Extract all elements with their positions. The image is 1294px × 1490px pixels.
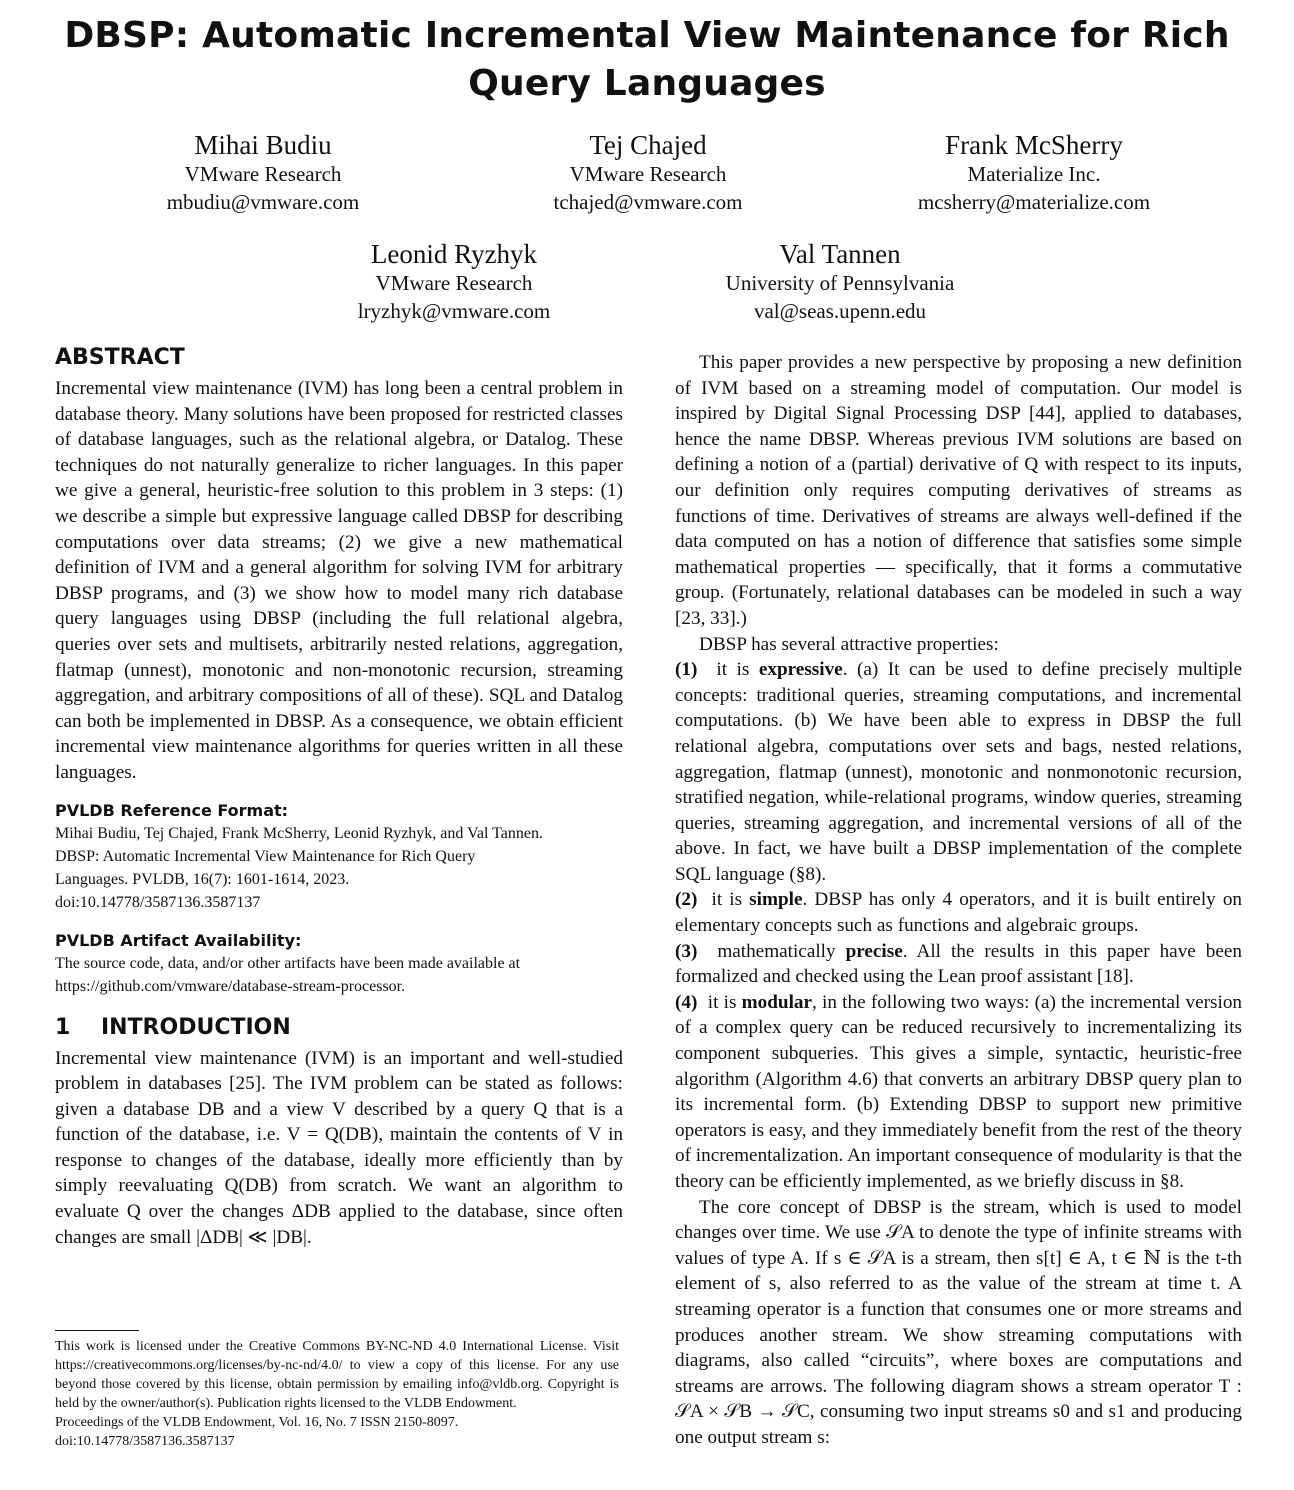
item-number: (3): [675, 940, 698, 962]
item-text: . All the results in this paper have been formalized and checked using the Lean proof assistant [18].: [675, 940, 1242, 988]
intro-paragraph: Incremental view maintenance (IVM) is an important and well-studied problem in databases [25]. The IVM problem can be stated as follows: given a database DB and a view V described by a query Q that is a function of the database, i.e. V = Q(DB), maintain the contents of V in response to changes of the database, ideally more efficiently than by simply reevaluating Q(DB) from scratch. We want an algorithm to evaluate Q over the changes ΔDB applied to the database, since often changes are small |ΔDB| ≪ |DB|.: [55, 1047, 623, 1248]
item-prefix: it is: [711, 889, 750, 911]
item-number: (4): [675, 991, 698, 1013]
reference-line: Mihai Budiu, Tej Chajed, Frank McSherry, Leonid Ryzhyk, and Val Tannen.: [55, 824, 544, 842]
item-prefix: it is: [716, 659, 759, 681]
author-email[interactable]: mbudiu@vmware.com: [166, 190, 360, 214]
author-email[interactable]: lryzhyk@vmware.com: [357, 299, 551, 323]
reference-line: Languages. PVLDB, 16(7): 1601-1614, 2023.: [55, 870, 350, 888]
item-text: , in the following two ways: (a) the incremental version of a complex query can be reduced recursively to incrementalizing its component subqueries. This gives a simple, syntactic, heuristic-free algorithm (Algorithm 4.6) that converts an arbitrary DBSP query plan to its incremental form. (b) Extending DBSP to support new primitive operators is easy, and they immediately benefit from the rest of the theory of incrementalization. An important consequence of modularity is that the theory can be efficiently implemented, as we briefly discuss in §8.: [675, 991, 1243, 1192]
property-item: [675, 990, 1242, 1195]
intro-heading: 1 INTRODUCTION: [55, 1014, 291, 1040]
author-email[interactable]: mcsherry@materialize.com: [917, 190, 1151, 214]
author-affiliation: VMware Research: [375, 271, 533, 295]
author-email[interactable]: val@seas.upenn.edu: [753, 299, 927, 323]
reference-format-heading: PVLDB Reference Format:: [55, 800, 289, 820]
license-footnote: [55, 1330, 619, 1451]
author-affiliation: VMware Research: [184, 162, 342, 186]
item-number: (2): [675, 889, 698, 911]
license-text: This work is licensed under the Creative Commons BY-NC-ND 4.0 International License. Visit https://creativecommons.org/licenses/by-nc-nd/4.0/ to view a copy of this license. For any use beyond those covered by this license, obtain permission by emailing info@vldb.org. Copyright is held by the owner/author(s). Publication rights licensed to the VLDB Endowment.: [55, 1339, 619, 1411]
author-chajed: [448, 130, 848, 216]
author-name: Mihai Budiu: [194, 130, 332, 160]
artifact-text: [55, 952, 623, 998]
footnote-doi[interactable]: doi:10.14778/3587136.3587137: [55, 1434, 235, 1449]
right-column: [675, 350, 1242, 1451]
author-mcsherry: [834, 130, 1234, 216]
reference-format: [55, 822, 623, 914]
item-number: (1): [675, 659, 698, 681]
abstract-text: Incremental view maintenance (IVM) has long been a central problem in database theory. Many solutions have been proposed for restricted classes of database languages, such as the relational algebra, or Datalog. These techniques do not naturally generalize to richer languages. In this paper we give a general, heuristic-free solution to this problem in 3 steps: (1) we describe a simple but expressive language called DBSP for describing computations over data streams; (2) we give a new mathematical definition of IVM and a general algorithm for solving IVM for arbitrary DBSP programs, and (3) we show how to model many rich database query languages using DBSP (including the full relational algebra, queries over sets and multisets, arbitrarily nested relations, aggregation, flatmap (unnest), monotonic and non-monotonic recursion, streaming aggregation, and arbitrary compositions of all of these). SQL and Datalog can both be implemented in DBSP. As a consequence, we obtain efficient incremental view maintenance algorithms for queries written in all these languages.: [55, 378, 623, 783]
author-affiliation: VMware Research: [569, 162, 727, 186]
item-keyword: modular: [741, 991, 813, 1013]
artifact-link[interactable]: https://github.com/vmware/database-stream-processor.: [55, 977, 406, 995]
property-item: [675, 657, 1242, 887]
right-paragraph-1: This paper provides a new perspective by proposing a new definition of IVM based on a streaming model of computation. Our model is inspired by Digital Signal Processing DSP [44], applied to databases, hence the name DBSP. Whereas previous IVM solutions are based on defining a notion of a (partial) derivative of Q with respect to its inputs, our definition only requires computing derivatives of streams as functions of time. Derivatives of streams are always well-defined if the data computed on has a notion of difference that satisfies some simple mathematical properties — specifically, that it forms a commutative group. (Fortunately, relational databases can be modeled in such a way [23, 33].): [675, 352, 1242, 629]
artifact-line: The source code, data, and/or other artifacts have been made available at: [55, 954, 521, 972]
author-name: Tej Chajed: [589, 130, 707, 160]
item-keyword: simple: [749, 889, 803, 911]
item-prefix: mathematically: [717, 940, 846, 962]
author-name: Val Tannen: [779, 239, 901, 269]
properties-intro: DBSP has several attractive properties:: [699, 633, 999, 655]
author-name: Frank McSherry: [945, 130, 1123, 160]
abstract-heading: ABSTRACT: [55, 345, 185, 370]
paper-title: DBSP: Automatic Incremental View Maintenance for Rich Query Languages: [64, 15, 1230, 104]
author-email[interactable]: tchajed@vmware.com: [553, 190, 743, 214]
proceedings-text: Proceedings of the VLDB Endowment, Vol. 16, No. 7 ISSN 2150-8097.: [55, 1415, 459, 1430]
item-text: . (a) It can be used to define precisely multiple concepts: traditional queries, streaming computations, and incremental computations. (b) We have been able to express in DBSP the full relational algebra, computations over sets and bags, nested relations, aggregation, flatmap (unnest), monotonic and nonmonotonic recursion, stratified negation, while-relational programs, window queries, streaming queries, streaming aggregation, and incremental versions of all of the above. In fact, we have built a DBSP implementation of the complete SQL language (§8).: [675, 659, 1243, 885]
author-affiliation: Materialize Inc.: [967, 162, 1101, 186]
author-name: Leonid Ryzhyk: [370, 239, 538, 269]
author-ryzhyk: [254, 239, 654, 325]
item-keyword: expressive: [758, 659, 843, 681]
footnote-rule: [55, 1330, 139, 1331]
author-affiliation: University of Pennsylvania: [725, 271, 955, 295]
property-item: [675, 887, 1242, 938]
author-tannen: [640, 239, 1040, 325]
item-text: . DBSP has only 4 operators, and it is built entirely on elementary concepts such as functions and algebraic groups.: [675, 889, 1243, 937]
artifact-heading: PVLDB Artifact Availability:: [55, 930, 302, 950]
left-column: [55, 344, 623, 1250]
property-item: [675, 939, 1242, 990]
right-paragraph-3: The core concept of DBSP is the stream, which is used to model changes over time. We use 𝒮A to denote the type of infinite streams with values of type A. If s ∈ 𝒮A is a stream, then s[t] ∈ A, t ∈ ℕ is the t-th element of s, also referred to as the value of the stream at time t. A streaming operator is a function that consumes one or more streams and produces another stream. We show streaming computations with diagrams, also called “circuits”, where boxes are computations and streams are arrows. The following diagram shows a stream operator T : 𝒮A × 𝒮B → 𝒮C, consuming two input streams s0 and s1 and producing one output stream s:: [675, 1196, 1242, 1448]
author-budiu: [63, 130, 463, 216]
reference-line: DBSP: Automatic Incremental View Maintenance for Rich Query: [55, 847, 476, 865]
item-keyword: precise: [845, 940, 903, 962]
item-prefix: it is: [707, 991, 742, 1013]
reference-doi[interactable]: doi:10.14778/3587136.3587137: [55, 893, 261, 911]
